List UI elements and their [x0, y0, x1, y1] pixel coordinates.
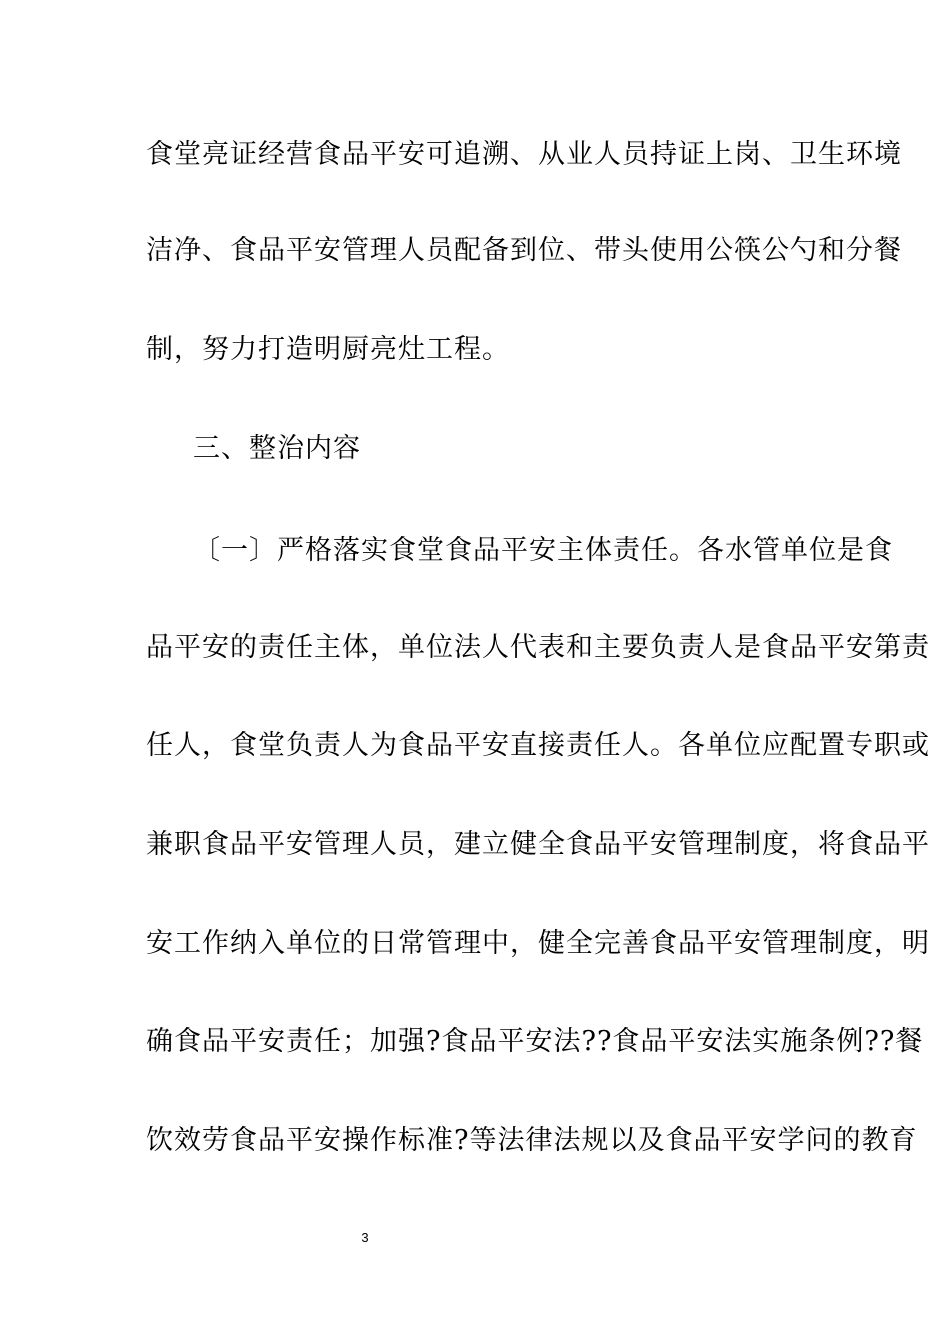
paragraph-line: 洁净、食品平安管理人员配备到位、带头使用公筷公勺和分餐 — [146, 235, 902, 266]
page-number: 3 — [361, 1230, 369, 1245]
paragraph-line: 任人，食堂负责人为食品平安直接责任人。各单位应配置专职或 — [146, 730, 930, 761]
paragraph-line: 〔一〕严格落实食堂食品平安主体责任。各水管单位是食 — [193, 535, 893, 566]
paragraph-line: 确食品平安责任；加强?食品平安法??食品平安法实施条例??餐 — [146, 1026, 924, 1057]
paragraph-line: 兼职食品平安管理人员，建立健全食品平安管理制度，将食品平 — [146, 829, 930, 860]
paragraph-line: 饮效劳食品平安操作标准?等法律法规以及食品平安学问的教育 — [146, 1125, 918, 1156]
paragraph-line: 安工作纳入单位的日常管理中，健全完善食品平安管理制度，明 — [146, 928, 930, 959]
paragraph-line: 制，努力打造明厨亮灶工程。 — [146, 334, 510, 365]
section-heading: 三、整治内容 — [193, 433, 361, 464]
paragraph-line: 品平安的责任主体，单位法人代表和主要负责人是食品平安第责 — [146, 632, 930, 663]
paragraph-line: 食堂亮证经营食品平安可追溯、从业人员持证上岗、卫生环境 — [146, 139, 902, 170]
